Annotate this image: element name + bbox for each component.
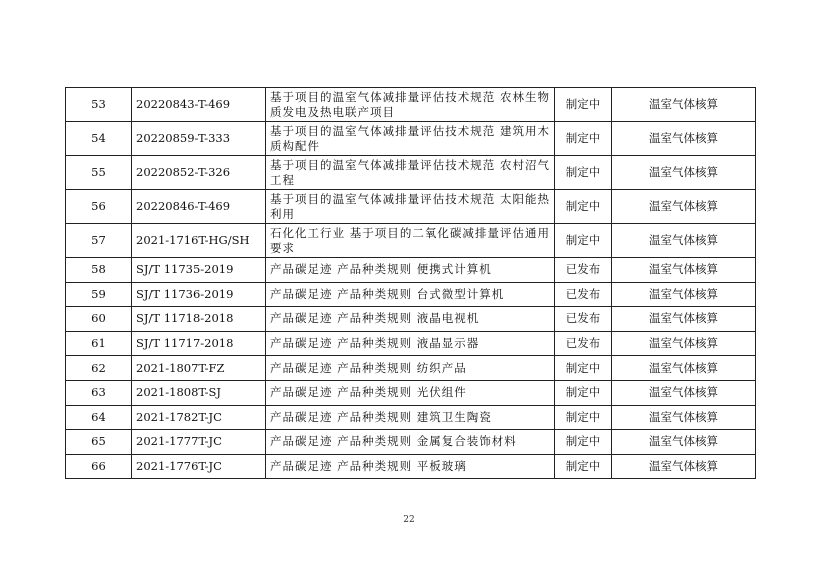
category-cell: 温室气体核算 (612, 380, 756, 405)
standards-table-body (66, 88, 756, 479)
table-row (66, 224, 756, 258)
table-row (66, 307, 756, 332)
category-cell: 温室气体核算 (612, 430, 756, 455)
standard-code-cell: SJ/T 11718-2018 (132, 307, 266, 332)
status-cell: 制定中 (555, 454, 612, 479)
status-cell: 制定中 (555, 380, 612, 405)
status-cell: 制定中 (555, 356, 612, 381)
table-row (66, 156, 756, 190)
table-row (66, 331, 756, 356)
standard-code-cell: 20220859-T-333 (132, 122, 266, 156)
table-row (66, 405, 756, 430)
standard-name-cell: 产品碳足迹 产品种类规则 金属复合装饰材料 (266, 430, 555, 455)
row-number-cell: 55 (66, 156, 132, 190)
standard-name-cell: 基于项目的温室气体减排量评估技术规范 建筑用木质构配件 (266, 122, 555, 156)
standard-name-cell: 产品碳足迹 产品种类规则 建筑卫生陶瓷 (266, 405, 555, 430)
standard-name-cell: 产品碳足迹 产品种类规则 液晶显示器 (266, 331, 555, 356)
status-cell: 制定中 (555, 190, 612, 224)
standard-name-cell: 产品碳足迹 产品种类规则 台式微型计算机 (266, 282, 555, 307)
standard-code-cell: 2021-1776T-JC (132, 454, 266, 479)
table-row (66, 88, 756, 122)
row-number-cell: 61 (66, 331, 132, 356)
standard-code-cell: 2021-1808T-SJ (132, 380, 266, 405)
category-cell: 温室气体核算 (612, 454, 756, 479)
status-cell: 制定中 (555, 122, 612, 156)
status-cell: 制定中 (555, 88, 612, 122)
table-row (66, 282, 756, 307)
table-row (66, 356, 756, 381)
category-cell: 温室气体核算 (612, 190, 756, 224)
category-cell: 温室气体核算 (612, 224, 756, 258)
row-number-cell: 64 (66, 405, 132, 430)
status-cell: 制定中 (555, 224, 612, 258)
category-cell: 温室气体核算 (612, 282, 756, 307)
standard-name-cell: 基于项目的温室气体减排量评估技术规范 太阳能热利用 (266, 190, 555, 224)
standard-code-cell: SJ/T 11736-2019 (132, 282, 266, 307)
row-number-cell: 58 (66, 258, 132, 283)
row-number-cell: 56 (66, 190, 132, 224)
status-cell: 已发布 (555, 331, 612, 356)
status-cell: 已发布 (555, 307, 612, 332)
table-row (66, 430, 756, 455)
table-row (66, 190, 756, 224)
row-number-cell: 66 (66, 454, 132, 479)
standard-name-cell: 产品碳足迹 产品种类规则 液晶电视机 (266, 307, 555, 332)
standard-name-cell: 基于项目的温室气体减排量评估技术规范 农林生物质发电及热电联产项目 (266, 88, 555, 122)
status-cell: 制定中 (555, 430, 612, 455)
standard-code-cell: 20220843-T-469 (132, 88, 266, 122)
category-cell: 温室气体核算 (612, 258, 756, 283)
standard-name-cell: 产品碳足迹 产品种类规则 纺织产品 (266, 356, 555, 381)
page-number: 22 (403, 515, 415, 525)
table-row (66, 454, 756, 479)
row-number-cell: 60 (66, 307, 132, 332)
standard-code-cell: 2021-1777T-JC (132, 430, 266, 455)
standard-code-cell: 20220852-T-326 (132, 156, 266, 190)
standard-code-cell: 2021-1807T-FZ (132, 356, 266, 381)
status-cell: 制定中 (555, 156, 612, 190)
category-cell: 温室气体核算 (612, 156, 756, 190)
category-cell: 温室气体核算 (612, 356, 756, 381)
standard-code-cell: SJ/T 11735-2019 (132, 258, 266, 283)
status-cell: 已发布 (555, 282, 612, 307)
table-row (66, 258, 756, 283)
row-number-cell: 54 (66, 122, 132, 156)
standard-name-cell: 产品碳足迹 产品种类规则 光伏组件 (266, 380, 555, 405)
row-number-cell: 59 (66, 282, 132, 307)
standards-table (65, 87, 756, 479)
standard-name-cell: 产品碳足迹 产品种类规则 平板玻璃 (266, 454, 555, 479)
status-cell: 制定中 (555, 405, 612, 430)
row-number-cell: 53 (66, 88, 132, 122)
table-row (66, 122, 756, 156)
row-number-cell: 63 (66, 380, 132, 405)
standard-name-cell: 产品碳足迹 产品种类规则 便携式计算机 (266, 258, 555, 283)
standard-code-cell: 2021-1782T-JC (132, 405, 266, 430)
category-cell: 温室气体核算 (612, 307, 756, 332)
row-number-cell: 57 (66, 224, 132, 258)
standard-name-cell: 石化化工行业 基于项目的二氧化碳减排量评估通用要求 (266, 224, 555, 258)
standard-code-cell: 2021-1716T-HG/SH (132, 224, 266, 258)
category-cell: 温室气体核算 (612, 88, 756, 122)
row-number-cell: 65 (66, 430, 132, 455)
standard-name-cell: 基于项目的温室气体减排量评估技术规范 农村沼气工程 (266, 156, 555, 190)
standard-code-cell: SJ/T 11717-2018 (132, 331, 266, 356)
category-cell: 温室气体核算 (612, 122, 756, 156)
table-row (66, 380, 756, 405)
row-number-cell: 62 (66, 356, 132, 381)
status-cell: 已发布 (555, 258, 612, 283)
category-cell: 温室气体核算 (612, 331, 756, 356)
standard-code-cell: 20220846-T-469 (132, 190, 266, 224)
category-cell: 温室气体核算 (612, 405, 756, 430)
